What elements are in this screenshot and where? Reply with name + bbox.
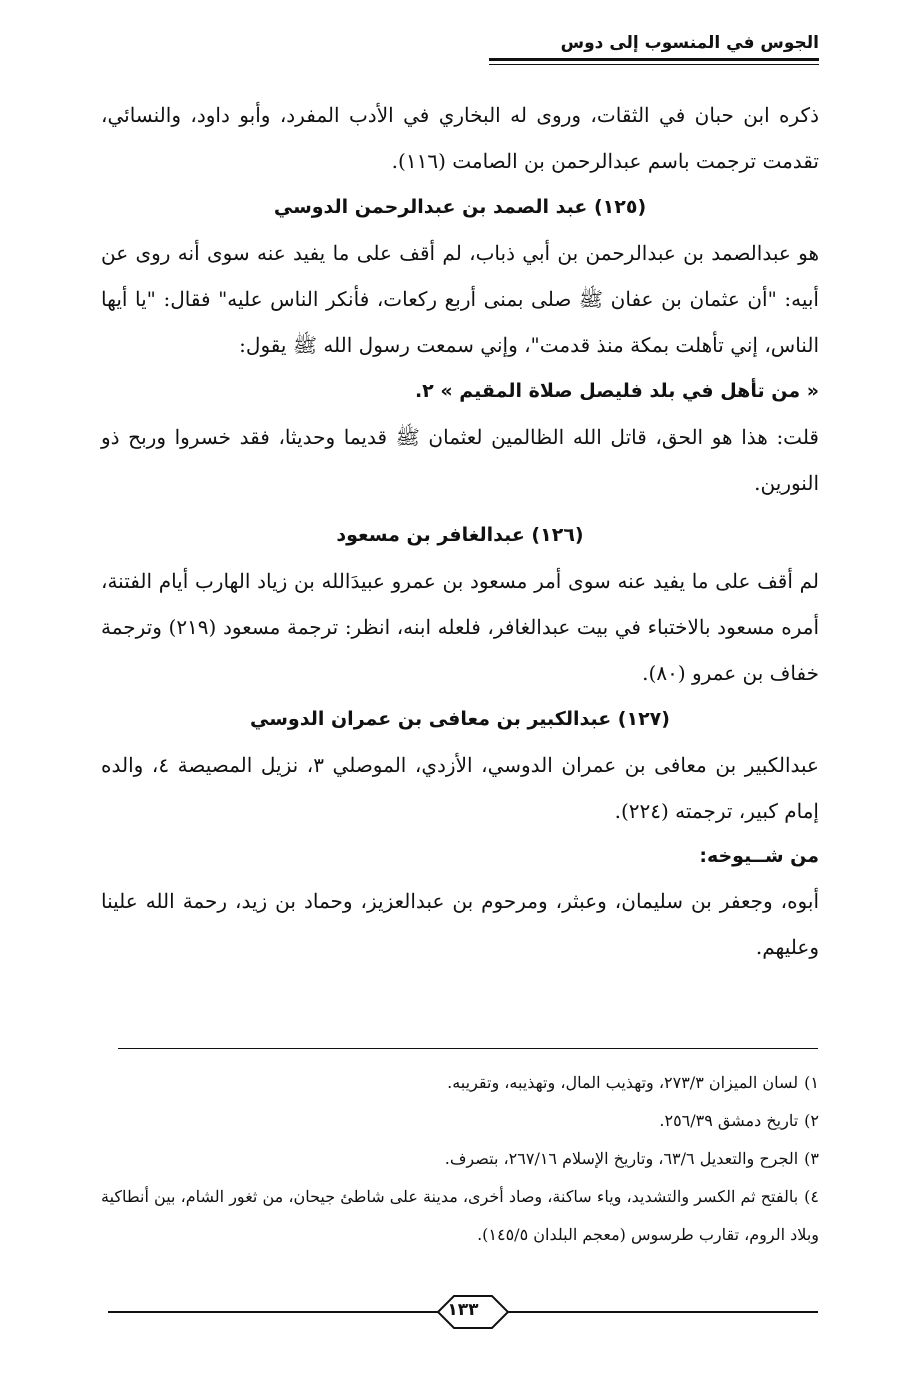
- footnote-3: [101, 1140, 819, 1178]
- paragraph-entry-125: هو عبدالصمد بن عبدالرحمن بن أبي ذباب، لم أقف على ما يفيد عنه سوى أنه روى عن أبيه: "أن عثمان بن عفان ﷺ صلى بمنى أربع ركعات، فأنكر الناس عليه" فقال: "يا أيها الناس، إني تأهلت بمكة منذ قدمت"، وإني سمعت رسول الله ﷺ يقول:: [101, 241, 819, 357]
- footnote-number: ٣): [804, 1149, 819, 1168]
- hadith-quote: « من تأهل في بلد فليصل صلاة المقيم » ٢.: [414, 380, 819, 402]
- footnote-number: ١): [804, 1073, 819, 1092]
- footnote-text: بالفتح ثم الكسر والتشديد، وياء ساكنة، وصاد أخرى، مدينة على شاطئ جيحان، من ثغور الشام، بين أنطاكية وبلاد الروم، تقارب طرسوس (معجم البلدان ١٤٥/٥).: [101, 1187, 819, 1244]
- footnote-1: [101, 1064, 819, 1102]
- shuyukh-label: من شــيوخه:: [699, 845, 819, 867]
- footnote-4: [101, 1178, 819, 1254]
- footnote-2: [101, 1102, 819, 1140]
- paragraph-shuyukh: أبوه، وجعفر بن سليمان، وعبثر، ومرحوم بن عبدالعزيز، وحماد بن زيد، رحمة الله علينا وعليهم.: [101, 889, 820, 959]
- main-text: [101, 92, 819, 970]
- paragraph-comment: قلت: هذا هو الحق، قاتل الله الظالمين لعثمان ﷺ قديما وحديثا، فقد خسروا وربح ذو النورين.: [101, 425, 819, 495]
- entry-heading-127: (١٢٧) عبدالكبير بن معافى بن عمران الدوسي: [250, 708, 670, 730]
- paragraph-entry-126: لم أقف على ما يفيد عنه سوى أمر مسعود بن عمرو عبيدَالله بن زياد الهارب أيام الفتنة، أمره مسعود بالاختباء في بيت عبدالغافر، فلعله ابنه، انظر: ترجمة مسعود (٢١٩) وترجمة خفاف بن عمرو (٨٠).: [101, 569, 819, 685]
- footnote-number: ٤): [804, 1187, 819, 1206]
- footnote-separator: [118, 1048, 818, 1049]
- running-head: [489, 30, 819, 65]
- footnote-text: لسان الميزان ٢٧٣/٣، وتهذيب المال، وتهذيبه، وتقريبه.: [447, 1073, 799, 1092]
- entry-heading-126: (١٢٦) عبدالغافر بن مسعود: [336, 524, 584, 546]
- header-rule-thin: [489, 64, 819, 65]
- footnote-number: ٢): [804, 1111, 819, 1130]
- footnotes: [101, 1064, 819, 1254]
- footnote-text: الجرح والتعديل ٦٣/٦، وتاريخ الإسلام ٢٦٧/١٦، بتصرف.: [444, 1149, 799, 1168]
- page-number: ١٣٣: [447, 1300, 479, 1320]
- header-rule-thick: [489, 58, 819, 61]
- footnote-text: تاريخ دمشق ٢٥٦/٣٩.: [659, 1111, 799, 1130]
- entry-heading-125: (١٢٥) عبد الصمد بن عبدالرحمن الدوسي: [273, 196, 647, 218]
- paragraph-intro: ذكره ابن حبان في الثقات، وروى له البخاري في الأدب المفرد، وأبو داود، والنسائي، تقدمت ترجمت باسم عبدالرحمن بن الصامت (١١٦).: [101, 103, 819, 173]
- paragraph-entry-127: عبدالكبير بن معافى بن عمران الدوسي، الأزدي، الموصلي ٣، نزيل المصيصة ٤، والده إمام كبير، ترجمته (٢٢٤).: [101, 753, 819, 823]
- book-title: الجوس في المنسوب إلى دوس: [560, 33, 819, 53]
- page-footer: [108, 1290, 818, 1334]
